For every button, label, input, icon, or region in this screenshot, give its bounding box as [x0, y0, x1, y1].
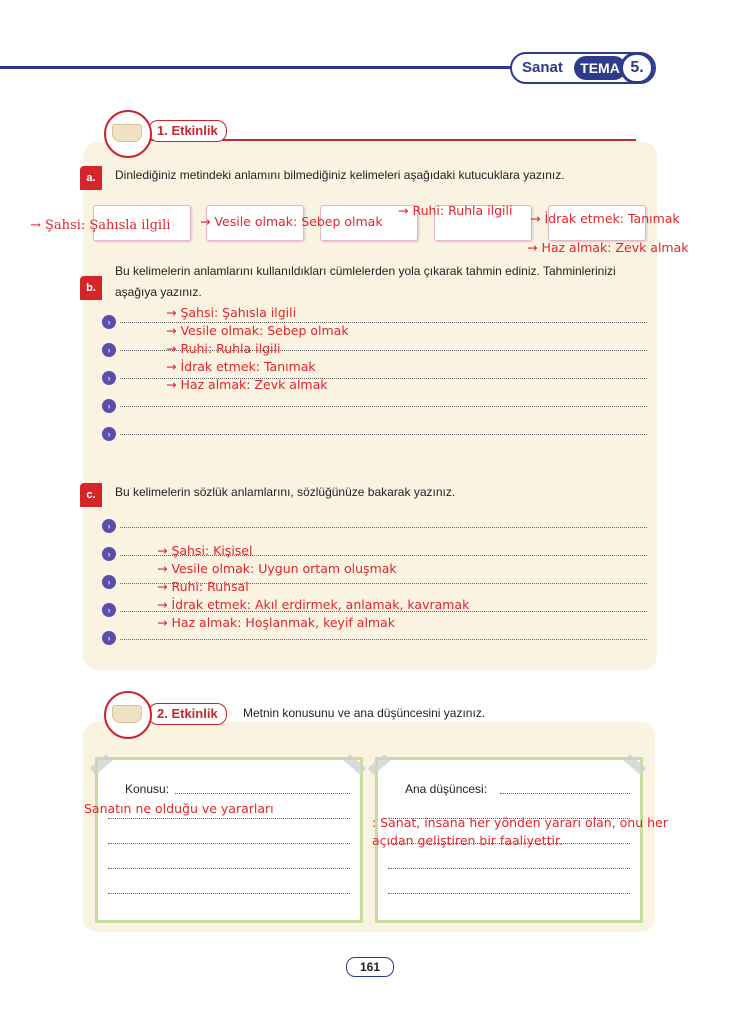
bullet-icon: ›	[102, 631, 116, 645]
page-number: 161	[346, 957, 394, 977]
topic-label: Konusu:	[125, 782, 170, 796]
annotation-b-1: → Şahsi: Şahısla ilgili	[166, 305, 297, 320]
topic-line-2[interactable]	[108, 818, 350, 819]
annotation-b-5: → Haz almak: Zevk almak	[166, 377, 328, 392]
annotation-c-3: → Ruhi: Ruhsal	[157, 579, 249, 594]
idea-line-4[interactable]	[388, 868, 630, 869]
bullet-icon: ›	[102, 547, 116, 561]
annotation-b-4: → İdrak etmek: Tanımak	[166, 359, 316, 374]
bullet-icon: ›	[102, 371, 116, 385]
idea-line-5[interactable]	[388, 893, 630, 894]
book-icon	[112, 705, 142, 723]
answer-line-b5[interactable]	[120, 434, 647, 435]
answer-line-b4[interactable]	[120, 406, 647, 407]
bullet-icon: ›	[102, 343, 116, 357]
annotation-a-4: → İdrak etmek: Tanımak	[530, 211, 680, 226]
answer-line-c5[interactable]	[120, 639, 647, 640]
idea-answer-line1: : Sanat, insana her yönden yararı olan, onu her	[372, 815, 668, 830]
annotation-b-2: → Vesile olmak: Sebep olmak	[166, 323, 349, 338]
activity1-title: 1. Etkinlik	[148, 120, 227, 142]
header-rule	[0, 66, 520, 69]
section-c-badge: c.	[80, 483, 102, 507]
idea-answer-line2: açıdan geliştiren bir faaliyettir.	[372, 833, 563, 848]
topic-answer: Sanatın ne olduğu ve yararları	[84, 801, 274, 816]
topic-line-4[interactable]	[108, 868, 350, 869]
theme-name: Sanat	[522, 59, 563, 76]
bullet-icon: ›	[102, 427, 116, 441]
answer-line-c1[interactable]	[120, 527, 647, 528]
theme-number: 5.	[620, 52, 654, 84]
activity2-instruction: Metnin konusunu ve ana düşüncesini yazınız.	[243, 706, 486, 720]
book-icon	[112, 124, 142, 142]
bullet-icon: ›	[102, 399, 116, 413]
bullet-icon: ›	[102, 519, 116, 533]
section-b-instruction-line1: Bu kelimelerin anlamlarını kullanıldıkları cümlelerden yola çıkarak tahmin ediniz. Tahminlerinizi	[115, 264, 616, 278]
annotation-a-1: → Şahsi: Şahısla ilgili	[30, 218, 171, 233]
annotation-c-2: → Vesile olmak: Uygun ortam oluşmak	[157, 561, 397, 576]
topic-line-3[interactable]	[108, 843, 350, 844]
annotation-c-4: → İdrak etmek: Akıl erdirmek, anlamak, kavramak	[157, 597, 470, 612]
section-b-instruction-line2: aşağıya yazınız.	[115, 285, 202, 299]
theme-label: TEMA	[574, 56, 626, 80]
section-b-badge: b.	[80, 276, 102, 300]
annotation-a-2: → Vesile olmak: Sebep olmak	[200, 214, 383, 229]
idea-label: Ana düşüncesi:	[405, 782, 488, 796]
annotation-b-3: → Ruhi: Ruhla ilgili	[166, 341, 281, 356]
annotation-c-1: → Şahsi: Kişisel	[157, 543, 253, 558]
activity2-title: 2. Etkinlik	[148, 703, 227, 725]
topic-line-1[interactable]	[175, 793, 350, 794]
section-c-instruction: Bu kelimelerin sözlük anlamlarını, sözlüğünüze bakarak yazınız.	[115, 485, 456, 499]
section-a-instruction: Dinlediğiniz metindeki anlamını bilmediğiniz kelimeleri aşağıdaki kutucuklara yazınız.	[115, 168, 565, 182]
annotation-c-5: → Haz almak: Hoşlanmak, keyif almak	[157, 615, 396, 630]
annotation-a-3: → Ruhi: Ruhla ilgili	[398, 203, 513, 218]
topic-line-5[interactable]	[108, 893, 350, 894]
annotation-a-5: → Haz almak: Zevk almak	[527, 240, 689, 255]
bullet-icon: ›	[102, 315, 116, 329]
bullet-icon: ›	[102, 575, 116, 589]
section-a-badge: a.	[80, 166, 102, 190]
idea-line-1[interactable]	[500, 793, 630, 794]
bullet-icon: ›	[102, 603, 116, 617]
